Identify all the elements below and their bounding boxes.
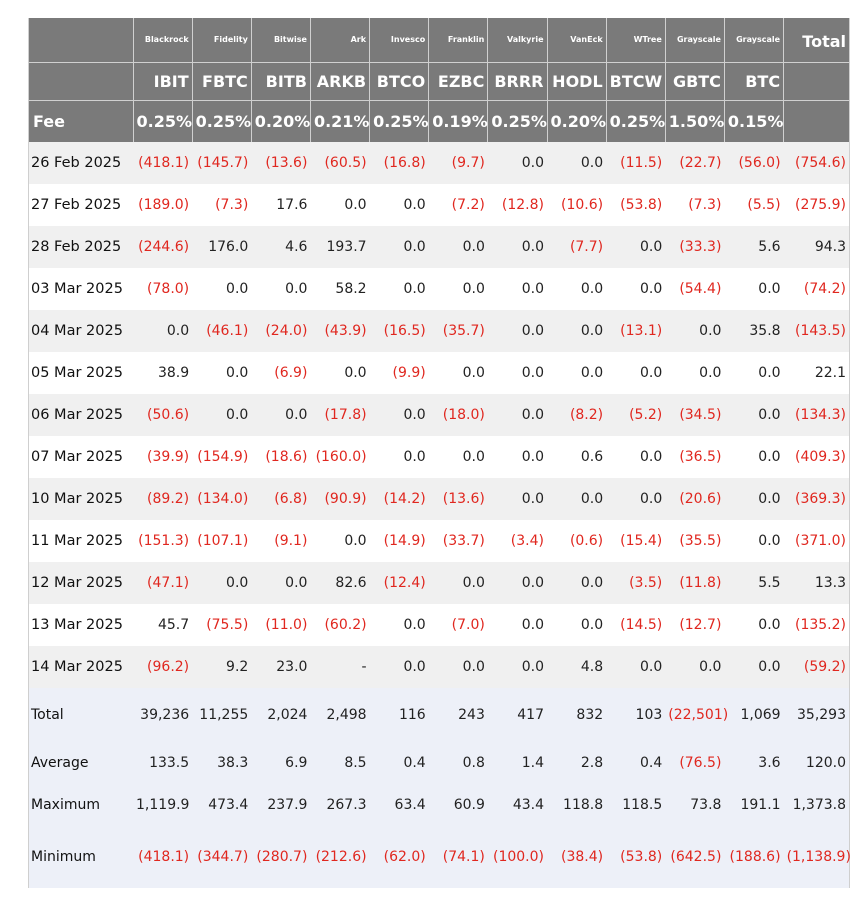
etf-flows-table-container [28,18,850,888]
summary-cell: (418.1) [133,826,192,888]
flow-cell: (18.0) [429,394,488,436]
row-total-cell: (135.2) [784,604,849,646]
flow-cell: 9.2 [192,646,251,688]
issuer-header: Grayscale [665,18,724,62]
flow-cell: 5.5 [724,562,783,604]
flow-cell: 0.0 [429,436,488,478]
summary-cell: 2,024 [251,688,310,742]
row-total-cell: (754.6) [784,142,849,184]
flow-cell: 0.0 [606,352,665,394]
flow-cell: 5.6 [724,226,783,268]
summary-cell: (280.7) [251,826,310,888]
flow-cell: 0.0 [429,352,488,394]
date-cell: 10 Mar 2025 [29,478,133,520]
summary-cell: 3.6 [724,742,783,784]
flow-cell: (16.8) [370,142,429,184]
flow-cell: 0.0 [606,226,665,268]
flow-cell: (8.2) [547,394,606,436]
table-row [29,394,849,436]
issuer-header: Grayscale [724,18,783,62]
fee-value: 0.21% [310,100,369,142]
ticker-header: EZBC [429,62,488,100]
flow-cell: 0.0 [251,562,310,604]
flow-cell: 0.0 [370,604,429,646]
flow-cell: (10.6) [547,184,606,226]
flow-cell: 0.0 [547,352,606,394]
flow-cell: (20.6) [665,478,724,520]
empty-header-cell [784,100,849,142]
summary-cell: (188.6) [724,826,783,888]
flow-cell: (33.7) [429,520,488,562]
summary-cell: 118.5 [606,784,665,826]
ticker-header: FBTC [192,62,251,100]
flow-cell: 0.0 [665,646,724,688]
summary-cell: 118.8 [547,784,606,826]
table-row [29,184,849,226]
total-column-header: Total [784,18,849,62]
flow-cell: (11.8) [665,562,724,604]
flow-cell: 0.0 [429,646,488,688]
date-cell: 11 Mar 2025 [29,520,133,562]
row-total-cell: (371.0) [784,520,849,562]
row-total-cell: (143.5) [784,310,849,352]
daily-flows [29,142,849,688]
issuer-header: Bitwise [251,18,310,62]
issuer-header-row [29,18,849,62]
flow-cell: (90.9) [310,478,369,520]
flow-cell: (33.3) [665,226,724,268]
corner-cell [29,62,133,100]
fee-value: 1.50% [665,100,724,142]
flow-cell: 193.7 [310,226,369,268]
flow-cell: 45.7 [133,604,192,646]
flow-cell: (3.4) [488,520,547,562]
flow-cell: 0.0 [429,562,488,604]
summary-total-cell: (1,138.9) [784,826,849,888]
summary-cell: (22,501) [665,688,724,742]
flow-cell: 0.0 [192,268,251,310]
summary-cell: 1,069 [724,688,783,742]
flow-cell: 0.0 [370,436,429,478]
date-cell: 06 Mar 2025 [29,394,133,436]
summary-cell: 237.9 [251,784,310,826]
flow-cell: (145.7) [192,142,251,184]
flow-cell: (18.6) [251,436,310,478]
fee-value: 0.25% [488,100,547,142]
fee-value: 0.15% [724,100,783,142]
table-row [29,604,849,646]
flow-cell: (151.3) [133,520,192,562]
flow-cell: 17.6 [251,184,310,226]
issuer-header: Franklin [429,18,488,62]
row-total-cell: (134.3) [784,394,849,436]
summary-cell: 2.8 [547,742,606,784]
row-total-cell: (59.2) [784,646,849,688]
date-cell: 04 Mar 2025 [29,310,133,352]
flow-cell: (9.9) [370,352,429,394]
flow-cell: 4.6 [251,226,310,268]
flow-cell: 0.0 [547,310,606,352]
summary-cell: (38.4) [547,826,606,888]
flow-cell: 0.0 [370,646,429,688]
table-row [29,562,849,604]
flow-cell: (13.6) [251,142,310,184]
summary-cell: 191.1 [724,784,783,826]
ticker-header: IBIT [133,62,192,100]
summary-row [29,688,849,742]
flow-cell: 0.0 [547,478,606,520]
flow-cell: 0.0 [488,352,547,394]
date-cell: 03 Mar 2025 [29,268,133,310]
fee-label: Fee [29,100,133,142]
summary-total-cell: 120.0 [784,742,849,784]
flow-cell: (43.9) [310,310,369,352]
flow-cell: 0.0 [724,394,783,436]
flow-cell: (14.9) [370,520,429,562]
summary-label: Maximum [29,784,133,826]
table-row [29,226,849,268]
flow-cell: (16.5) [370,310,429,352]
flow-cell: - [310,646,369,688]
flow-cell: (3.5) [606,562,665,604]
flow-cell: 0.0 [488,436,547,478]
row-total-cell: (275.9) [784,184,849,226]
summary-cell: 11,255 [192,688,251,742]
summary-cell: 473.4 [192,784,251,826]
summary-cell: (344.7) [192,826,251,888]
flow-cell: 0.0 [192,562,251,604]
flow-cell: 0.0 [724,268,783,310]
date-cell: 12 Mar 2025 [29,562,133,604]
summary-cell: 103 [606,688,665,742]
summary-total-cell: 1,373.8 [784,784,849,826]
row-total-cell: 13.3 [784,562,849,604]
summary-label: Minimum [29,826,133,888]
flow-cell: 0.0 [251,268,310,310]
summary-cell: (62.0) [370,826,429,888]
flow-cell: 0.0 [724,436,783,478]
fee-value: 0.20% [547,100,606,142]
flow-cell: 0.0 [488,226,547,268]
summary-cell: 116 [370,688,429,742]
ticker-header: BTC [724,62,783,100]
summary-cell: (76.5) [665,742,724,784]
flow-cell: (160.0) [310,436,369,478]
ticker-header: GBTC [665,62,724,100]
flow-cell: (0.6) [547,520,606,562]
fee-value: 0.25% [133,100,192,142]
flow-cell: 0.0 [429,268,488,310]
summary-cell: 2,498 [310,688,369,742]
date-cell: 27 Feb 2025 [29,184,133,226]
flow-cell: (189.0) [133,184,192,226]
flow-cell: (14.2) [370,478,429,520]
flow-cell: 0.0 [547,142,606,184]
table-row [29,268,849,310]
flow-cell: 0.0 [724,352,783,394]
issuer-header: Invesco [370,18,429,62]
flow-cell: (6.9) [251,352,310,394]
flow-cell: 0.0 [370,394,429,436]
date-cell: 05 Mar 2025 [29,352,133,394]
fee-header-row [29,100,849,142]
flow-cell: (7.3) [665,184,724,226]
ticker-header: HODL [547,62,606,100]
summary-cell: 0.4 [370,742,429,784]
row-total-cell: (74.2) [784,268,849,310]
summary-cell: 267.3 [310,784,369,826]
flow-cell: (35.7) [429,310,488,352]
summary-label: Total [29,688,133,742]
flow-cell: 0.0 [310,520,369,562]
flow-cell: 0.0 [488,562,547,604]
summary-rows [29,688,849,888]
table-row [29,478,849,520]
flow-cell: (89.2) [133,478,192,520]
table-row [29,142,849,184]
summary-cell: 43.4 [488,784,547,826]
fee-value: 0.20% [251,100,310,142]
flow-cell: (35.5) [665,520,724,562]
summary-cell: 417 [488,688,547,742]
flow-cell: (14.5) [606,604,665,646]
flow-cell: 0.0 [370,268,429,310]
summary-cell: 60.9 [429,784,488,826]
flow-cell: 0.0 [724,478,783,520]
summary-cell: 243 [429,688,488,742]
ticker-header: BTCW [606,62,665,100]
flow-cell: 0.0 [606,268,665,310]
ticker-header: BTCO [370,62,429,100]
flow-cell: 0.0 [370,226,429,268]
flow-cell: 0.0 [665,352,724,394]
issuer-header: VanEck [547,18,606,62]
row-total-cell: (369.3) [784,478,849,520]
ticker-header: ARKB [310,62,369,100]
flow-cell: (22.7) [665,142,724,184]
flow-cell: 0.0 [488,142,547,184]
flow-cell: (7.0) [429,604,488,646]
summary-cell: 63.4 [370,784,429,826]
flow-cell: 23.0 [251,646,310,688]
flow-cell: 0.0 [310,184,369,226]
flow-cell: 0.0 [310,352,369,394]
flow-cell: (13.6) [429,478,488,520]
corner-cell [29,18,133,62]
flow-cell: (17.8) [310,394,369,436]
flow-cell: (244.6) [133,226,192,268]
issuer-header: Fidelity [192,18,251,62]
summary-cell: 6.9 [251,742,310,784]
flow-cell: 0.0 [488,394,547,436]
flow-cell: 0.0 [547,268,606,310]
flow-cell: 0.0 [724,604,783,646]
ticker-header: BITB [251,62,310,100]
summary-cell: (100.0) [488,826,547,888]
flow-cell: 0.0 [606,436,665,478]
flow-cell: 0.0 [488,604,547,646]
flow-cell: 4.8 [547,646,606,688]
summary-cell: 1,119.9 [133,784,192,826]
summary-cell: 73.8 [665,784,724,826]
flow-cell: (12.7) [665,604,724,646]
flow-cell: 0.0 [488,268,547,310]
flow-cell: 0.0 [192,352,251,394]
summary-cell: (53.8) [606,826,665,888]
flow-cell: (418.1) [133,142,192,184]
flow-cell: (56.0) [724,142,783,184]
flow-cell: (36.5) [665,436,724,478]
flow-cell: 0.0 [488,646,547,688]
flow-cell: (6.8) [251,478,310,520]
flow-cell: (7.7) [547,226,606,268]
summary-cell: (212.6) [310,826,369,888]
summary-cell: (74.1) [429,826,488,888]
summary-cell: 0.4 [606,742,665,784]
flow-cell: (7.3) [192,184,251,226]
flow-cell: (60.5) [310,142,369,184]
table-row [29,646,849,688]
flow-cell: (60.2) [310,604,369,646]
flow-cell: (75.5) [192,604,251,646]
empty-header-cell [784,62,849,100]
fee-value: 0.25% [606,100,665,142]
flow-cell: 38.9 [133,352,192,394]
row-total-cell: 22.1 [784,352,849,394]
ticker-header: BRRR [488,62,547,100]
summary-cell: 0.8 [429,742,488,784]
date-cell: 14 Mar 2025 [29,646,133,688]
flow-cell: (96.2) [133,646,192,688]
flow-cell: (9.1) [251,520,310,562]
flow-cell: (12.8) [488,184,547,226]
flow-cell: (78.0) [133,268,192,310]
flow-cell: (11.5) [606,142,665,184]
fee-value: 0.25% [370,100,429,142]
flow-cell: (39.9) [133,436,192,478]
flow-cell: 0.0 [665,310,724,352]
flow-cell: 58.2 [310,268,369,310]
summary-row [29,826,849,888]
summary-total-cell: 35,293 [784,688,849,742]
row-total-cell: (409.3) [784,436,849,478]
flow-cell: 0.0 [429,226,488,268]
flow-cell: 0.0 [488,310,547,352]
table-row [29,310,849,352]
flow-cell: (154.9) [192,436,251,478]
flow-cell: (46.1) [192,310,251,352]
flow-cell: 0.0 [724,646,783,688]
date-cell: 13 Mar 2025 [29,604,133,646]
summary-cell: (642.5) [665,826,724,888]
summary-cell: 39,236 [133,688,192,742]
flow-cell: 0.6 [547,436,606,478]
flow-cell: (13.1) [606,310,665,352]
flow-cell: (11.0) [251,604,310,646]
issuer-header: Blackrock [133,18,192,62]
fee-value: 0.25% [192,100,251,142]
summary-row [29,784,849,826]
summary-cell: 1.4 [488,742,547,784]
table-row [29,352,849,394]
flow-cell: 0.0 [370,184,429,226]
flow-cell: 0.0 [547,604,606,646]
date-cell: 28 Feb 2025 [29,226,133,268]
issuer-header: Ark [310,18,369,62]
ticker-header-row [29,62,849,100]
flow-cell: 35.8 [724,310,783,352]
flow-cell: 0.0 [547,562,606,604]
flow-cell: (47.1) [133,562,192,604]
summary-cell: 8.5 [310,742,369,784]
summary-cell: 133.5 [133,742,192,784]
issuer-header: Valkyrie [488,18,547,62]
date-cell: 26 Feb 2025 [29,142,133,184]
row-total-cell: 94.3 [784,226,849,268]
table-row [29,520,849,562]
flow-cell: 0.0 [724,520,783,562]
flow-cell: 0.0 [192,394,251,436]
flow-cell: (53.8) [606,184,665,226]
summary-cell: 832 [547,688,606,742]
flow-cell: 0.0 [133,310,192,352]
flow-cell: (9.7) [429,142,488,184]
fee-value: 0.19% [429,100,488,142]
flow-cell: (5.5) [724,184,783,226]
flow-cell: (24.0) [251,310,310,352]
flow-cell: 176.0 [192,226,251,268]
summary-cell: 38.3 [192,742,251,784]
flow-cell: (12.4) [370,562,429,604]
flow-cell: 0.0 [606,646,665,688]
summary-label: Average [29,742,133,784]
date-cell: 07 Mar 2025 [29,436,133,478]
flow-cell: (5.2) [606,394,665,436]
flow-cell: 0.0 [606,478,665,520]
etf-flows-table [29,18,849,888]
issuer-header: WTree [606,18,665,62]
summary-row [29,742,849,784]
table-row [29,436,849,478]
flow-cell: (54.4) [665,268,724,310]
flow-cell: (7.2) [429,184,488,226]
flow-cell: (50.6) [133,394,192,436]
flow-cell: (34.5) [665,394,724,436]
flow-cell: (134.0) [192,478,251,520]
flow-cell: (107.1) [192,520,251,562]
flow-cell: (15.4) [606,520,665,562]
flow-cell: 0.0 [488,478,547,520]
flow-cell: 82.6 [310,562,369,604]
flow-cell: 0.0 [251,394,310,436]
